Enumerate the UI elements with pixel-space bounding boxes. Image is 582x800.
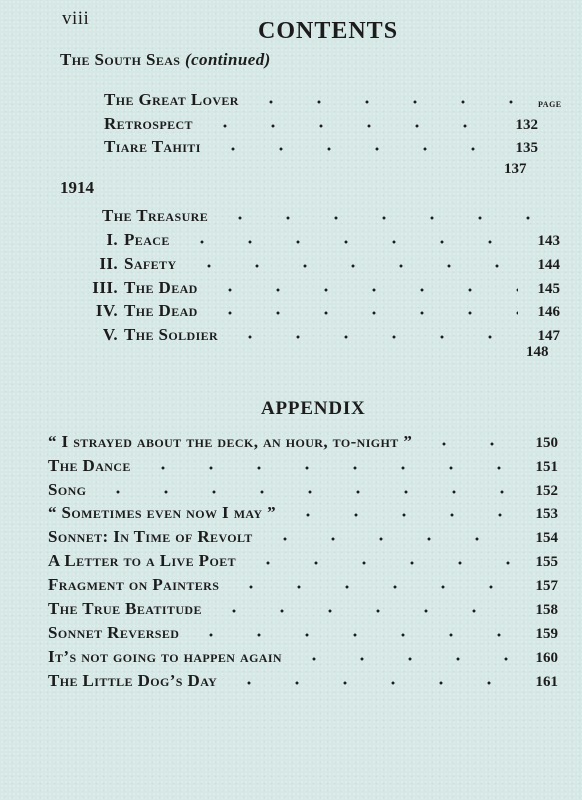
toc-entry-page: 147 (537, 328, 560, 344)
toc-entry[interactable] (104, 114, 538, 136)
dot-leader (210, 606, 516, 616)
toc-entry-title: It’s not going to happen again (48, 647, 282, 666)
toc-entry-title: Sonnet Reversed (48, 623, 180, 642)
toc-entry-title: Retrospect (104, 114, 193, 133)
page-number: viii (62, 8, 90, 29)
toc-entry-title: “ I strayed about the deck, an hour, to-night ” (48, 432, 413, 451)
section-south-seas (60, 50, 271, 70)
toc-entry-title-text: The Soldier (124, 325, 219, 344)
toc-entry-page: 154 (535, 530, 558, 546)
dot-leader (290, 654, 516, 664)
toc-entry[interactable] (80, 278, 560, 300)
toc-entry-numeral: IV. (95, 301, 118, 320)
toc-entry-numeral: III. (92, 278, 118, 297)
section-continued-note: (continued) (185, 50, 271, 69)
toc-entry-page: 159 (535, 626, 558, 642)
toc-entry-title: The Little Dog’s Day (48, 671, 218, 690)
toc-entry[interactable] (48, 432, 558, 454)
toc-entry[interactable] (48, 647, 558, 669)
dot-leader (178, 237, 518, 247)
toc-entry-title: The Dance (48, 456, 131, 475)
toc-entry[interactable] (48, 456, 558, 478)
toc-entry-title: A Letter to a Live Poet (48, 551, 237, 570)
dot-leader (216, 213, 552, 223)
toc-entry-title (80, 254, 177, 274)
toc-entry[interactable] (102, 206, 560, 228)
toc-entry-page: 160 (535, 650, 558, 666)
toc-entry-title-text: The Dead (124, 278, 198, 297)
toc-entry-title: Song (48, 480, 87, 499)
dot-leader (139, 463, 516, 473)
toc-entry[interactable] (48, 671, 558, 693)
toc-entry-title-text: The Dead (124, 301, 198, 320)
toc-entry-page: 151 (535, 459, 558, 475)
dot-leader (247, 97, 530, 107)
toc-entry-title: “ Sometimes even now I may ” (48, 503, 277, 522)
toc-entry-numeral: II. (99, 254, 118, 273)
dot-leader (284, 510, 516, 520)
dot-leader (206, 308, 518, 318)
toc-entry-title (80, 325, 218, 345)
toc-entry[interactable] (48, 503, 558, 525)
dot-leader (201, 121, 496, 131)
dot-leader (227, 582, 516, 592)
toc-entry-title: The Great Lover (104, 90, 239, 109)
dot-leader (420, 439, 516, 449)
toc-entry-title: Sonnet: In Time of Revolt (48, 527, 253, 546)
toc-entry[interactable] (48, 575, 558, 597)
toc-entry-page: 145 (537, 281, 560, 297)
dot-leader (94, 487, 516, 497)
toc-entry-title-text: Safety (124, 254, 177, 273)
dot-leader (206, 285, 518, 295)
toc-entry-page: 148 (526, 344, 549, 360)
toc-entry-page: 153 (535, 506, 558, 522)
toc-entry[interactable] (80, 301, 560, 323)
page-column-label: PAGE (538, 100, 562, 109)
toc-entry-title: The True Beatitude (48, 599, 202, 618)
toc-entry-page: 143 (537, 233, 560, 249)
toc-entry-title: Tiare Tahiti (104, 137, 201, 156)
toc-entry-title: The Treasure (102, 206, 209, 225)
toc-entry-page: 146 (537, 304, 560, 320)
toc-entry-page: 161 (535, 674, 558, 690)
toc-entry-page: 132 (515, 117, 538, 133)
dot-leader (209, 144, 496, 154)
toc-entry[interactable] (80, 230, 560, 252)
dot-leader (244, 558, 516, 568)
toc-entry-page: 137 (504, 161, 527, 177)
toc-entry-numeral: I. (106, 230, 118, 249)
dot-leader (261, 534, 516, 544)
toc-entry-page: 135 (515, 140, 538, 156)
section-south-seas-label: The South Seas (60, 50, 181, 69)
dot-leader (187, 630, 516, 640)
toc-entry[interactable] (48, 623, 558, 645)
toc-entry-title: Fragment on Painters (48, 575, 220, 594)
toc-entry-page: 157 (535, 578, 558, 594)
toc-entry[interactable] (80, 254, 560, 276)
toc-entry[interactable] (104, 137, 538, 159)
toc-entry-numeral: V. (102, 325, 118, 344)
toc-entry-title-text: Peace (124, 230, 170, 249)
section-1914-label: 1914 (60, 178, 94, 197)
toc-entry-title (80, 278, 198, 298)
dot-leader (226, 332, 518, 342)
appendix-heading: APPENDIX (261, 398, 366, 419)
toc-entry[interactable] (48, 599, 558, 621)
dot-leader (185, 261, 518, 271)
page-title: CONTENTS (258, 18, 399, 44)
toc-entry-page: 158 (535, 602, 558, 618)
toc-entry-page: 150 (535, 435, 558, 451)
toc-entry-page: 144 (537, 257, 560, 273)
toc-entry-page: 152 (535, 483, 558, 499)
toc-entry-page: 155 (535, 554, 558, 570)
toc-entry-title (80, 230, 170, 250)
toc-entry[interactable] (48, 480, 558, 502)
toc-entry[interactable] (80, 325, 560, 347)
toc-entry[interactable] (48, 551, 558, 573)
dot-leader (225, 678, 516, 688)
toc-entry-title (80, 301, 198, 321)
toc-entry[interactable] (48, 527, 558, 549)
toc-entry[interactable] (104, 90, 538, 112)
